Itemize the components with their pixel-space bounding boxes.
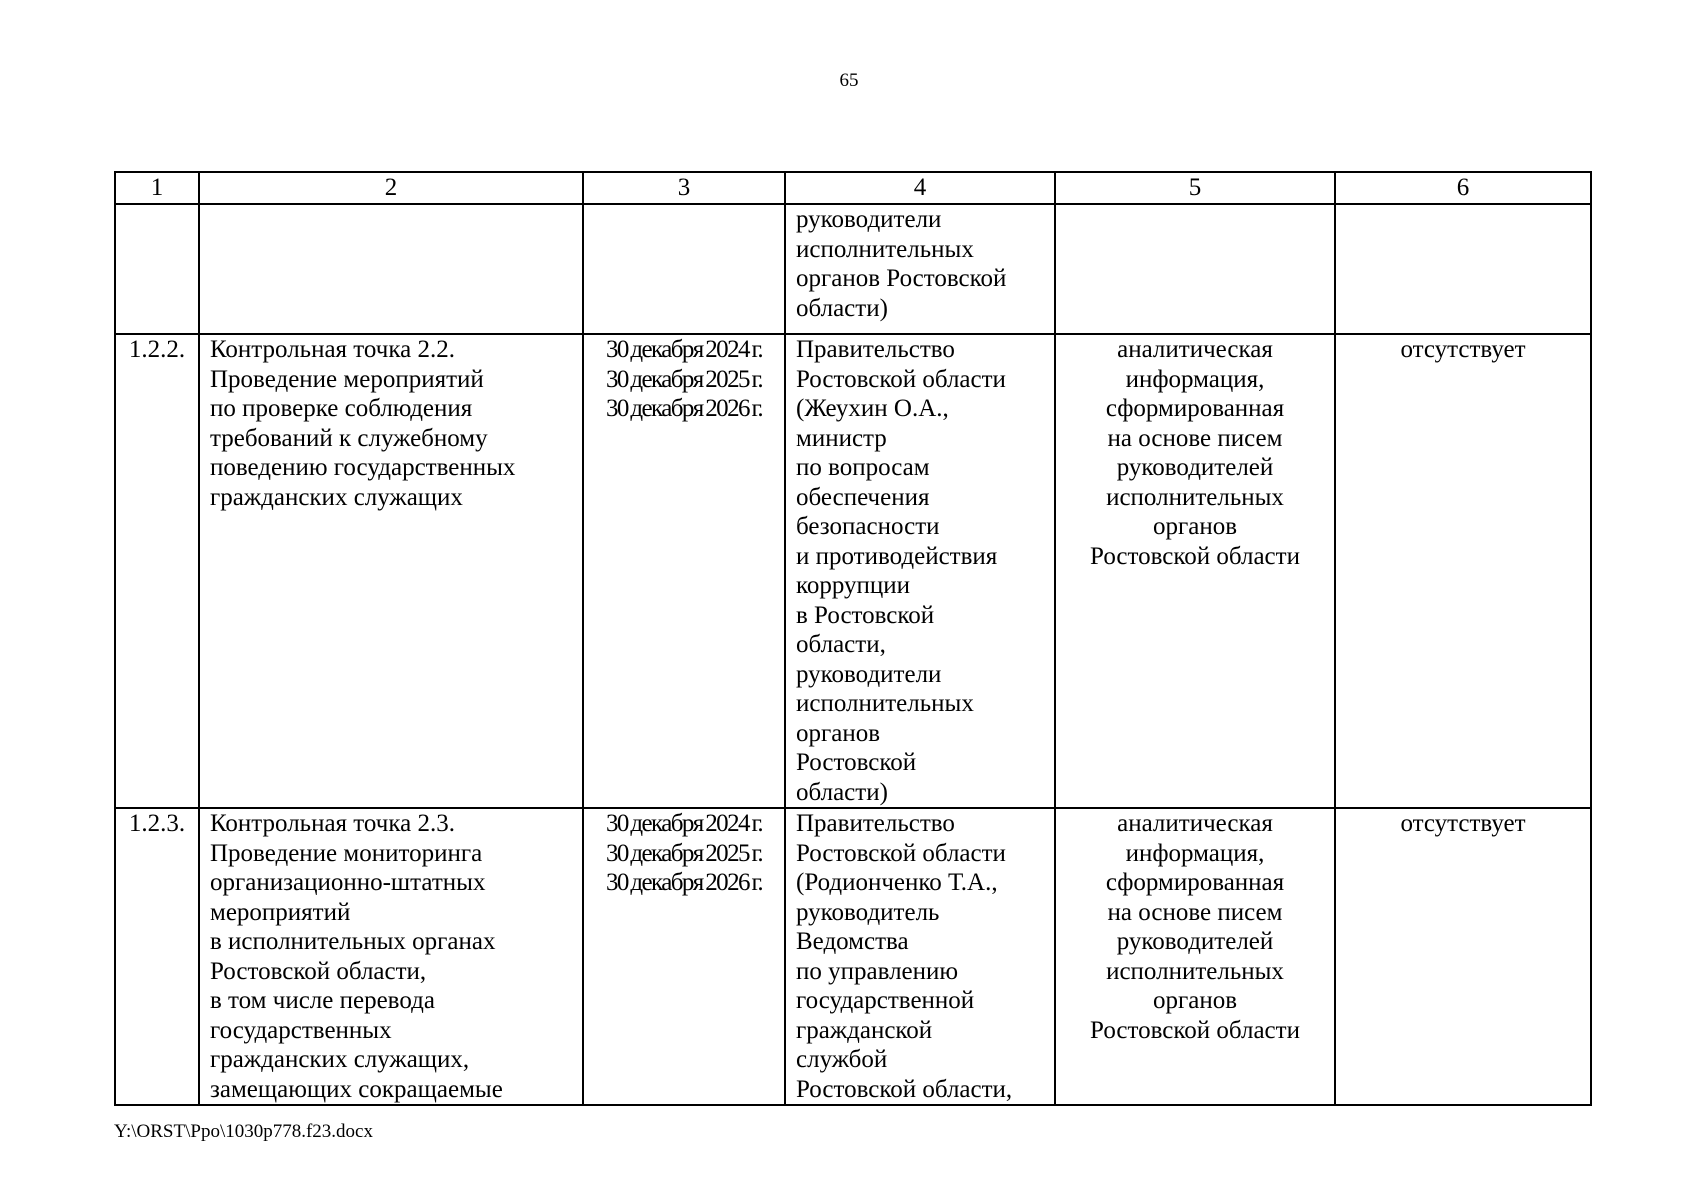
note-cell: [1335, 204, 1591, 334]
file-path-footer: Y:\ORST\Ppo\1030p778.f23.docx: [114, 1121, 373, 1142]
table-row: [115, 204, 1591, 334]
responsible-cell: руководители исполнительных органов Ростовской области): [785, 204, 1055, 334]
column-number-cell: 5: [1055, 172, 1335, 204]
note-cell: отсутствует: [1335, 808, 1591, 1105]
deadline-cell: 30 декабря 2024 г. 30 декабря 2025 г. 30 декабря 2026 г.: [583, 808, 785, 1105]
item-name-cell: Контрольная точка 2.3. Проведение мониторинга организационно-штатных мероприятий в исполнительных органах Ростовской области, в том числе перевода государственных гражданских служащих, замещающих сокращаемые: [199, 808, 583, 1105]
item-name-cell: Контрольная точка 2.2. Проведение мероприятий по проверке соблюдения требований к служебному поведению государственных гражданских служащих: [199, 334, 583, 808]
document-cell: [1055, 204, 1335, 334]
page-number: 65: [839, 70, 859, 91]
item-number-cell: 1.2.3.: [115, 808, 199, 1105]
item-number-cell: 1.2.2.: [115, 334, 199, 808]
column-number-row: [115, 172, 1591, 204]
item-name-cell: [199, 204, 583, 334]
table-row: [115, 334, 1591, 808]
column-number-cell: 3: [583, 172, 785, 204]
column-number-cell: 6: [1335, 172, 1591, 204]
document-cell: аналитическая информация, сформированная на основе писем руководителей исполнительных органов Ростовской области: [1055, 808, 1335, 1105]
deadline-cell: [583, 204, 785, 334]
column-number-cell: 4: [785, 172, 1055, 204]
table-row: [115, 808, 1591, 1105]
item-number-cell: [115, 204, 199, 334]
plan-table: [114, 171, 1592, 1106]
note-cell: отсутствует: [1335, 334, 1591, 808]
responsible-cell: Правительство Ростовской области (Родионченко Т.А., руководитель Ведомства по управлению государственной гражданской службой Ростовской области,: [785, 808, 1055, 1105]
document-cell: аналитическая информация, сформированная на основе писем руководителей исполнительных органов Ростовской области: [1055, 334, 1335, 808]
column-number-cell: 1: [115, 172, 199, 204]
responsible-cell: Правительство Ростовской области (Жеухин О.А., министр по вопросам обеспечения безопасности и противодействия коррупции в Ростовской области, руководители исполнительных органов Ростовской области): [785, 334, 1055, 808]
column-number-cell: 2: [199, 172, 583, 204]
deadline-cell: 30 декабря 2024 г. 30 декабря 2025 г. 30 декабря 2026 г.: [583, 334, 785, 808]
